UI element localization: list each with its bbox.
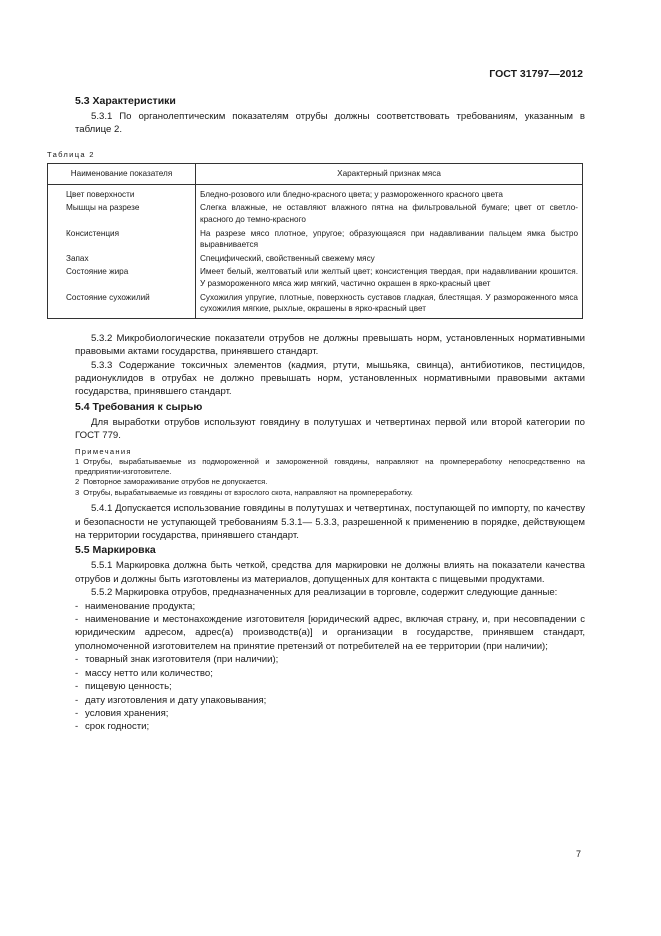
list-item: - товарный знак изготовителя (при наличии); xyxy=(75,654,279,666)
list-item: - массу нетто или количество; xyxy=(75,667,213,679)
row-name: Состояние жира xyxy=(48,265,196,290)
section-5-5-title: 5.5 Маркировка xyxy=(75,544,156,557)
table-2 xyxy=(47,163,583,319)
paragraph-5-3-1: 5.3.1 По органолептическим показателям отрубы должны соответствовать требованиям, указанным в таблице 2. xyxy=(75,111,585,136)
column-header-characteristic: Характерный признак мяса xyxy=(196,163,583,184)
table-row xyxy=(48,201,583,226)
row-value: Слегка влажные, не оставляют влажного пятна на фильтровальной бумаге; цвет от светло-красного до темно-красного xyxy=(196,201,583,226)
row-value: Специфический, свойственный свежему мясу xyxy=(196,252,583,266)
row-name: Состояние сухожилий xyxy=(48,291,196,319)
row-name: Цвет поверхности xyxy=(48,184,196,201)
page-number: 7 xyxy=(575,849,581,859)
note-item: 3 Отрубы, вырабатываемые из говядины от взрослого скота, направляют на промпереработку. xyxy=(75,487,413,497)
paragraph-5-5-2: 5.5.2 Маркировка отрубов, предназначенных для реализации в торговле, содержит следующие данные: xyxy=(91,587,558,599)
table-row xyxy=(48,184,583,201)
row-name: Мышцы на разрезе xyxy=(48,201,196,226)
row-value: На разрезе мясо плотное, упругое; образующаяся при надавливании пальцем ямка быстро выравнивается xyxy=(196,227,583,252)
document-id-header: ГОСТ 31797—2012 xyxy=(489,68,583,80)
paragraph-5-5-1: 5.5.1 Маркировка должна быть четкой, средства для маркировки не должны влиять на показатели качества отрубов и должны быть изготовлены из материалов, допущенных для контакта с пищевыми продуктами. xyxy=(75,560,585,585)
section-5-4-title: 5.4 Требования к сырью xyxy=(75,400,203,413)
paragraph-5-4-intro: Для выработки отрубов используют говядину в полутушах и четвертинах первой или второй категории по ГОСТ 779. xyxy=(75,416,585,442)
row-value: Бледно-розового или бледно-красного цвета; у размороженного красного цвета xyxy=(196,184,583,201)
table-row xyxy=(48,252,583,266)
marking-data-list xyxy=(75,600,585,734)
table-header-row xyxy=(48,163,583,184)
list-item: - условия хранения; xyxy=(75,707,169,719)
list-item: - срок годности; xyxy=(75,721,150,733)
table-row xyxy=(48,265,583,290)
column-header-indicator: Наименование показателя xyxy=(48,163,196,184)
list-item: - дату изготовления и дату упаковывания; xyxy=(75,694,267,706)
row-value: Имеет белый, желтоватый или желтый цвет; консистенция твердая, при надавливании крошится. У размороженного мяса жир мягкий, частично окрашен в ярко-красный цвет xyxy=(196,265,583,290)
list-item: - наименование продукта; xyxy=(75,600,196,612)
table-row xyxy=(48,291,583,319)
paragraph-5-3-3: 5.3.3 Содержание токсичных элементов (кадмия, ртути, мышьяка, свинца), антибиотиков, пестицидов, радионуклидов в отрубах не должно превышать норм, установленных нормативными правовыми актами государства, принявшего стандарт. xyxy=(75,359,585,398)
section-5-3-title: 5.3 Характеристики xyxy=(75,95,176,107)
table-2-label: Таблица 2 xyxy=(47,149,95,159)
list-item: - наименование и местонахождение изготовителя [юридический адрес, включая страну, и, при несовпадении с юридическим адресом, адрес(а) производств(а)] и организации в государстве, принявшем стандарт, уполномоченной изготовителем на принятие претензий от потребителей на ее территории (при наличии); xyxy=(75,614,585,652)
note-item: 2 Повторное замораживание отрубов не допускается. xyxy=(75,477,268,487)
paragraph-5-3-2: 5.3.2 Микробиологические показатели отрубов не должны превышать норм, установленных нормативными правовыми актами государства, принявшего стандарт. xyxy=(75,332,585,358)
notes-title: Примечания xyxy=(75,446,132,456)
note-item: 1 Отрубы, вырабатываемые из подмороженной и замороженной говядины, направляют на промпереработку непосредственно на предприятии-изготовителе. xyxy=(75,456,585,476)
row-name: Консистенция xyxy=(48,227,196,252)
paragraph-5-4-1: 5.4.1 Допускается использование говядины в полутушах и четвертинах, поступающей по импорту, по качеству и безопасности не уступающей требованиям 5.3.1— 5.3.3, разрешенной к применению в порядке, действующем на территории государства, принявшего стандарт. xyxy=(75,503,585,542)
row-value: Сухожилия упругие, плотные, поверхность суставов гладкая, блестящая. У размороженного мяса сухожилия мягкие, рыхлые, окрашены в ярко-красный цвет xyxy=(196,291,583,319)
page-content xyxy=(47,95,585,734)
row-name: Запах xyxy=(48,252,196,266)
table-row xyxy=(48,227,583,252)
list-item: - пищевую ценность; xyxy=(75,681,172,693)
